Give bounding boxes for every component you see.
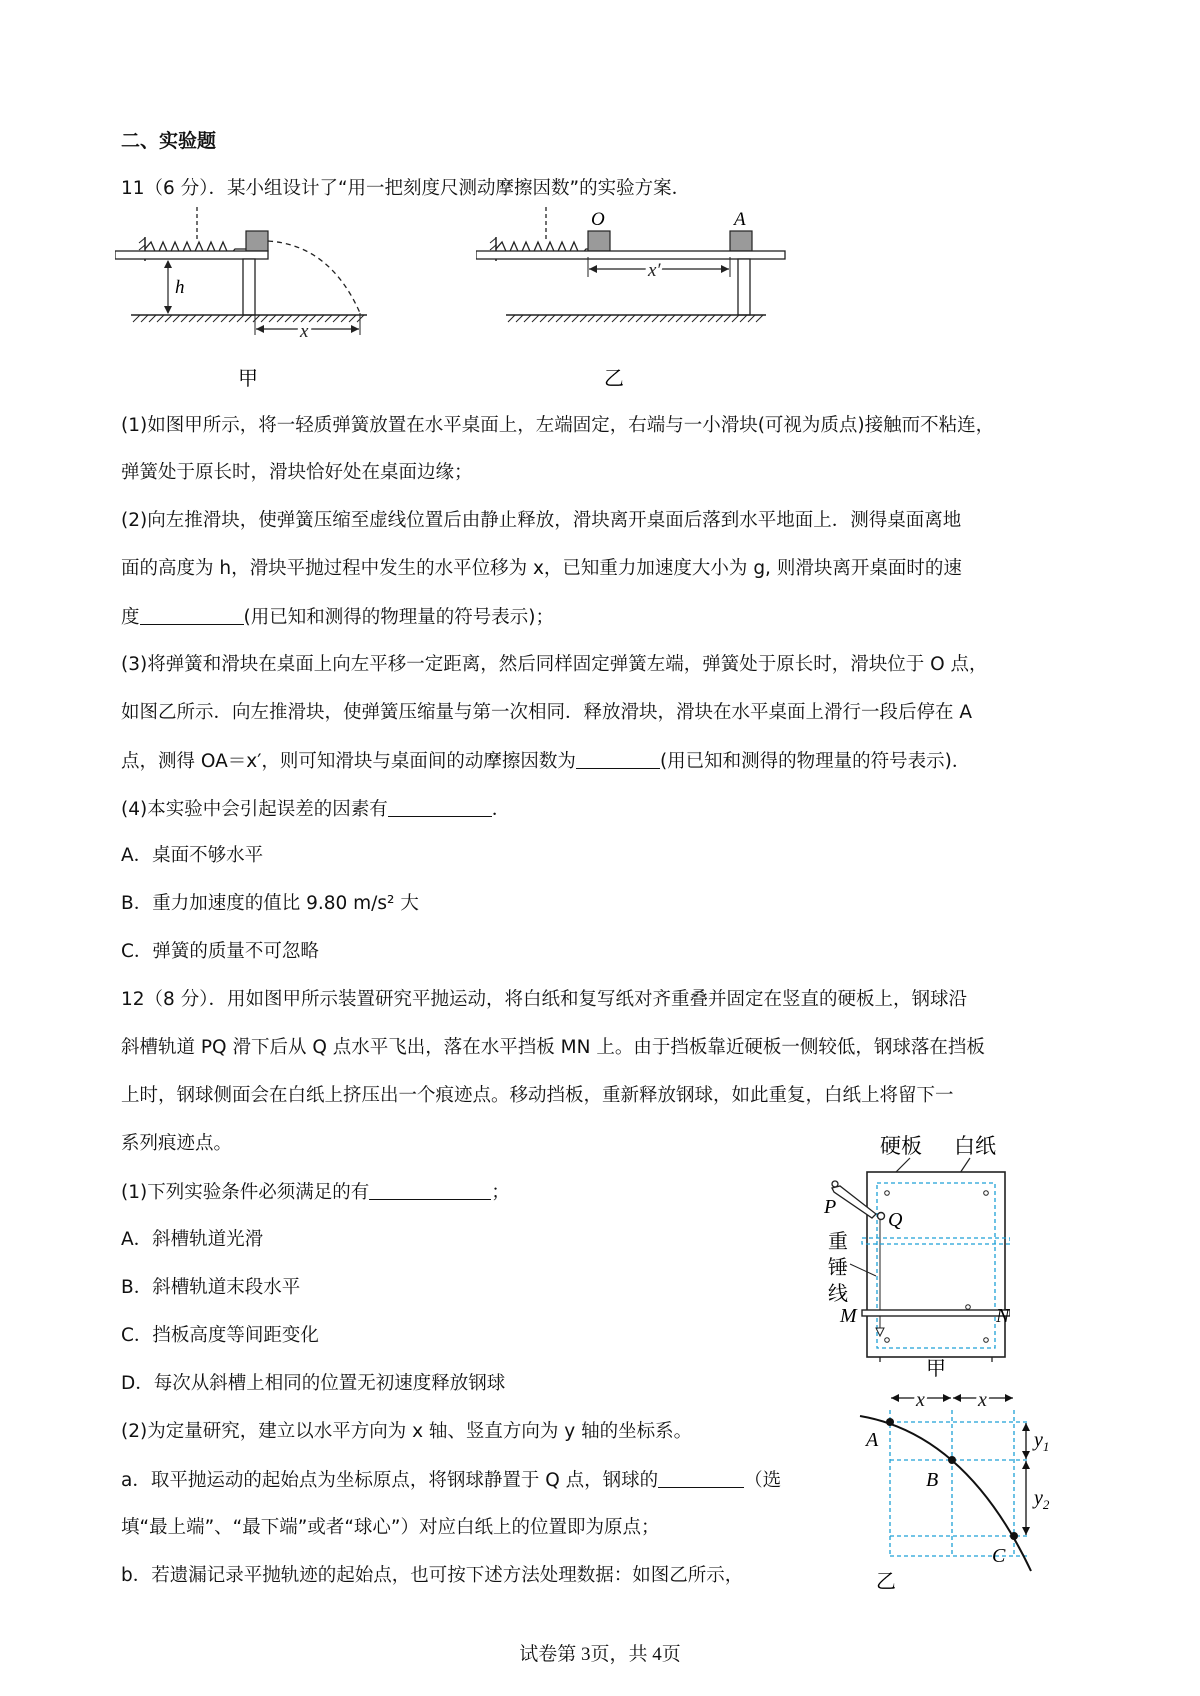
q12-jia-weight-2: 锤 [828, 1257, 848, 1279]
q12-line-3: 上时，钢球侧面会在白纸上挤压出一个痕迹点。移动挡板，重新释放钢球，如此重复，白纸上将留下一 [121, 1085, 954, 1106]
q11-yi-caption: 乙 [604, 368, 624, 390]
q12-jia-caption: 甲 [926, 1358, 946, 1378]
q12-option-a: A．斜槽轨道光滑 [121, 1229, 264, 1250]
q11-line-9-post: ． [491, 799, 511, 820]
q11-figure-jia [115, 205, 415, 405]
answer-blank-friction[interactable] [576, 748, 660, 769]
q12-part1 [121, 1179, 510, 1206]
q12-jia-Q-label: Q [888, 1209, 903, 1231]
q12-figure-jia [810, 1128, 1010, 1378]
q12-yi-y2-label: $y_2$ [1034, 1487, 1050, 1512]
q11-line-9 [121, 796, 510, 823]
q11-line-8-pre: 点，测得 OA＝x′，则可知滑块与桌面间的动摩擦因数为 [121, 751, 576, 772]
q11-option-c: C．弹簧的质量不可忽略 [121, 941, 319, 962]
q12-part2: (2)为定量研究，建立以水平方向为 x 轴、竖直方向为 y 轴的坐标系。 [121, 1421, 693, 1442]
q12-part-a [121, 1467, 781, 1494]
q12-line-1: 12（8 分）．用如图甲所示装置研究平抛运动，将白纸和复写纸对齐重叠并固定在竖直的硬板上，钢球沿 [121, 989, 967, 1010]
q11-yi-O-label: O [591, 209, 605, 230]
q11-line-5-pre: 度 [121, 607, 140, 628]
q12-jia-paper-label: 白纸 [954, 1134, 996, 1158]
q12-yi-caption: 乙 [876, 1571, 896, 1593]
q11-line-3: (2)向左推滑块，使弹簧压缩至虚线位置后由静止释放，滑块离开桌面后落到水平地面上．测得桌面离地 [121, 510, 962, 531]
q12-jia-N-label: N [996, 1305, 1010, 1327]
q12-line-4: 系列痕迹点。 [121, 1133, 233, 1154]
q11-line-2: 弹簧处于原长时，滑块恰好处在桌面边缘； [121, 462, 473, 483]
q12-part-a-pre: a．取平抛运动的起始点为坐标原点，将钢球静置于 Q 点，钢球的 [121, 1470, 659, 1491]
q12-jia-P-label: P [824, 1196, 837, 1218]
section-heading: 二、实验题 [121, 130, 217, 152]
q11-intro: 11（6 分）．某小组设计了“用一把刻度尺测动摩擦因数”的实验方案． [121, 178, 691, 199]
q11-line-6: (3)将弹簧和滑块在桌面上向左平移一定距离，然后同样固定弹簧左端，弹簧处于原长时，滑块位于 O 点， [121, 654, 988, 675]
q11-line-7: 如图乙所示．向左推滑块，使弹簧压缩量与第一次相同．释放滑块，滑块在水平桌面上滑行一段后停在 A [121, 702, 973, 723]
q11-line-8 [121, 748, 970, 775]
answer-blank-origin[interactable] [658, 1467, 744, 1488]
q12-part-a2: 填“最上端”、“最下端”或者“球心”）对应白纸上的位置即为原点； [121, 1517, 660, 1538]
q11-line-5 [121, 604, 554, 631]
q12-jia-M-label: M [840, 1305, 857, 1327]
q11-yi-x-label: x′ [648, 260, 661, 281]
q12-jia-weight-1: 重 [828, 1231, 848, 1253]
q11-line-4: 面的高度为 h，滑块平抛过程中发生的水平位移为 x，已知重力加速度大小为 g, 则滑块离开桌面时的速 [121, 558, 962, 579]
q11-line-9-pre: (4)本实验中会引起误差的因素有 [121, 799, 388, 820]
q12-part1-pre: (1)下列实验条件必须满足的有 [121, 1182, 370, 1203]
q11-option-b: B．重力加速度的值比 9.80 m/s² 大 [121, 893, 419, 914]
q11-jia-h-label: h [175, 277, 185, 298]
q12-yi-C-label: C [992, 1545, 1006, 1567]
q12-jia-board-label: 硬板 [880, 1134, 922, 1158]
q12-jia-weight-3: 线 [828, 1283, 848, 1305]
answer-blank-conditions[interactable] [369, 1179, 491, 1200]
q12-yi-x2-label: x [978, 1389, 987, 1411]
q12-figure-yi [846, 1386, 1056, 1600]
answer-blank-error[interactable] [388, 796, 492, 817]
q11-jia-caption: 甲 [238, 368, 258, 390]
q12-option-c: C．挡板高度等间距变化 [121, 1325, 319, 1346]
q11-line-1: (1)如图甲所示，将一轻质弹簧放置在水平桌面上，左端固定，右端与一小滑块(可视为质点)接触而不粘连， [121, 415, 995, 436]
q12-part-b: b．若遗漏记录平抛轨迹的起始点，也可按下述方法处理数据：如图乙所示， [121, 1565, 744, 1586]
q12-option-d: D．每次从斜槽上相同的位置无初速度释放钢球 [121, 1373, 506, 1394]
q12-line-2: 斜槽轨道 PQ 滑下后从 Q 点水平飞出，落在水平挡板 MN 上。由于挡板靠近硬板一侧较低，钢球落在挡板 [121, 1037, 985, 1058]
q11-jia-x-label: x [300, 321, 309, 342]
q12-yi-B-label: B [926, 1469, 939, 1491]
q12-yi-x1-label: x [916, 1389, 925, 1411]
q11-line-8-post: (用已知和测得的物理量的符号表示)． [659, 751, 971, 772]
q11-line-5-post: (用已知和测得的物理量的符号表示)； [243, 607, 554, 628]
q11-figure-yi [476, 205, 796, 405]
q12-option-b: B．斜槽轨道末段水平 [121, 1277, 301, 1298]
q11-yi-A-label: A [734, 209, 746, 230]
q12-part1-post: ； [491, 1182, 510, 1203]
q12-yi-y1-label: $y_1$ [1034, 1429, 1050, 1454]
q11-option-a: A．桌面不够水平 [121, 845, 264, 866]
answer-blank-velocity[interactable] [140, 604, 244, 625]
page-footer: 试卷第 3页，共 4页 [519, 1644, 681, 1665]
q12-part-a-post: （选 [744, 1470, 782, 1491]
q12-yi-A-label: A [866, 1429, 879, 1451]
